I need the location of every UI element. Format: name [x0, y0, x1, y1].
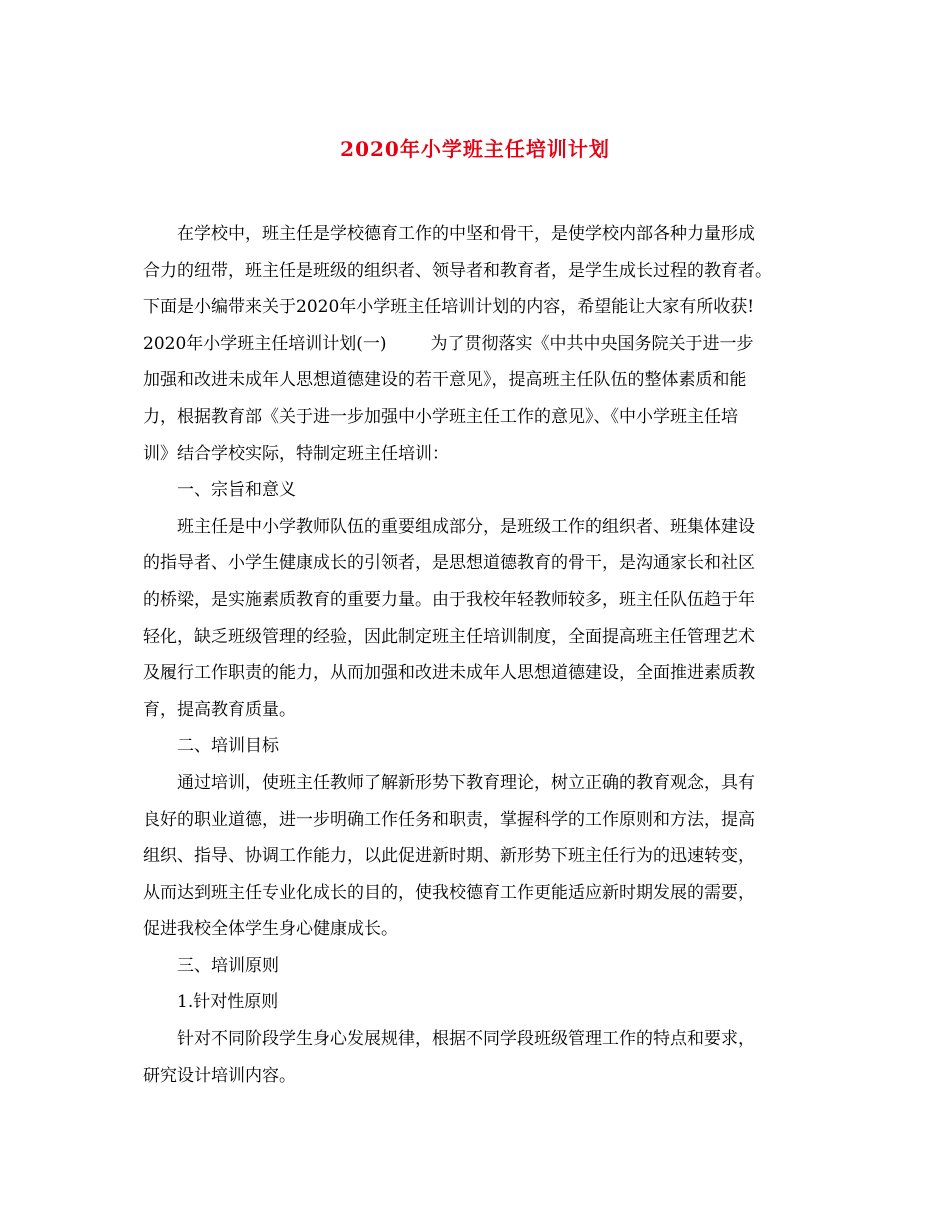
- text-line: [143, 509, 823, 546]
- text-line: [143, 216, 823, 253]
- text-line-content: 合力的纽带，班主任是班级的组织者、领导者和教育者，是学生成长过程的教育者。: [143, 260, 772, 281]
- document-title: 2020年小学班主任培训计划: [340, 137, 610, 161]
- text-line-content: 一、宗旨和意义: [177, 480, 296, 501]
- text-line-content: 研究设计培训内容。: [143, 1065, 296, 1086]
- text-line: [143, 399, 823, 436]
- text-line-content: 促进我校全体学生身心健康成长。: [143, 919, 398, 940]
- text-line: [143, 289, 823, 326]
- document-body: [143, 216, 823, 1094]
- text-line-content: 力，根据教育部《关于进一步加强中小学班主任工作的意见》、《中小学班主任培: [143, 406, 738, 427]
- text-line: [143, 619, 823, 656]
- text-line: [143, 728, 823, 765]
- text-line: [143, 984, 823, 1021]
- text-line: [143, 655, 823, 692]
- text-line-content: 组织、指导、协调工作能力，以此促进新时期、新形势下班主任行为的迅速转变，: [143, 846, 755, 867]
- text-line-content: 及履行工作职责的能力，从而加强和改进未成年人思想道德建设，全面推进素质教: [143, 663, 755, 684]
- text-line-content: 二、培训目标: [177, 736, 279, 757]
- text-line: [143, 1021, 823, 1058]
- text-line: [143, 326, 823, 363]
- text-line-content: 三、培训原则: [177, 955, 279, 976]
- text-line: [143, 545, 823, 582]
- text-line-content: 1.针对性原则: [177, 992, 279, 1013]
- text-line-content: 育，提高教育质量。: [143, 699, 296, 720]
- text-line: [143, 362, 823, 399]
- text-line-content: 在学校中，班主任是学校德育工作的中坚和骨干，是使学校内部各种力量形成: [177, 224, 755, 244]
- text-line: [143, 582, 823, 619]
- text-line-content: 针对不同阶段学生身心发展规律，根据不同学段班级管理工作的特点和要求，: [177, 1029, 755, 1050]
- text-line: [143, 692, 823, 729]
- text-line: [143, 875, 823, 912]
- text-line: [143, 948, 823, 985]
- text-line-continuation: 为了贯彻落实《中共中央国务院关于进一步: [430, 333, 754, 354]
- text-line-content: 加强和改进未成年人思想道德建设的若干意见》，提高班主任队伍的整体素质和能: [143, 370, 747, 391]
- text-line-content: 班主任是中小学教师队伍的重要组成部分，是班级工作的组织者、班集体建设: [177, 516, 755, 537]
- text-line-content: 良好的职业道德，进一步明确工作任务和职责，掌握科学的工作原则和方法，提高: [143, 809, 755, 830]
- text-line: [143, 1058, 823, 1095]
- text-line-content: 从而达到班主任专业化成长的目的，使我校德育工作更能适应新时期发展的需要，: [143, 882, 755, 903]
- text-line: [143, 472, 823, 509]
- text-line: [143, 911, 823, 948]
- text-line: [143, 765, 823, 802]
- text-line: [143, 436, 823, 473]
- text-line-content: 的桥梁，是实施素质教育的重要力量。由于我校年轻教师较多，班主任队伍趋于年: [143, 589, 755, 610]
- text-line: [143, 253, 823, 290]
- text-line-content: 下面是小编带来关于2020年小学班主任培训计划的内容，希望能让大家有所收获!: [143, 297, 755, 318]
- text-line: [143, 838, 823, 875]
- text-line-content: 轻化，缺乏班级管理的经验，因此制定班主任培训制度，全面提高班主任管理艺术: [143, 626, 755, 647]
- text-line-content: 的指导者、小学生健康成长的引领者，是思想道德教育的骨干，是沟通家长和社区: [143, 553, 755, 574]
- text-line-content: 训》结合学校实际，特制定班主任培训：: [143, 443, 449, 464]
- text-line-content: 通过培训，使班主任教师了解新形势下教育理论，树立正确的教育观念，具有: [177, 772, 755, 793]
- text-line: [143, 802, 823, 839]
- text-line-content: 2020年小学班主任培训计划(一): [143, 333, 387, 354]
